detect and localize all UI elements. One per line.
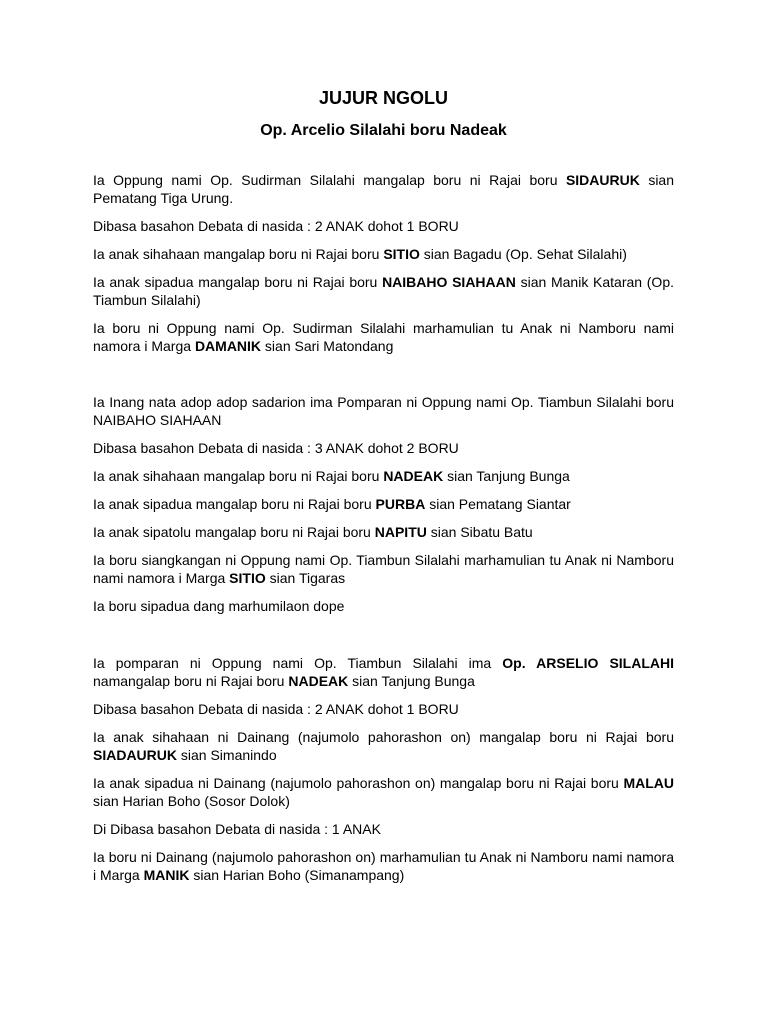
paragraph-text: namangalap boru ni Rajai boru (93, 673, 289, 689)
paragraph (93, 319, 674, 355)
paragraph-text: Ia anak sihahaan mangalap boru ni Rajai boru (93, 246, 384, 262)
paragraph (93, 551, 674, 587)
paragraph-text: Ia anak sipadua ni Dainang (najumolo pahorashon on) mangalap boru ni Rajai boru (93, 775, 624, 791)
paragraph (93, 597, 674, 615)
paragraph-text: Ia boru ni Dainang (najumolo pahorashon on) marhamulian tu Anak ni Namboru nami namora i Marga (93, 849, 674, 883)
section-op-arselio (93, 654, 674, 884)
paragraph-text: Ia boru sipadua dang marhumilaon dope (93, 598, 345, 614)
paragraph (93, 273, 674, 309)
paragraph-text: Dibasa basahon Debata di nasida : 2 ANAK dohot 1 BORU (93, 218, 459, 234)
bold-name-text: NAIBAHO SIAHAAN (382, 274, 516, 290)
paragraph (93, 848, 674, 884)
paragraph-text: Ia boru siangkangan ni Oppung nami Op. Tiambun Silalahi marhamulian tu Anak ni Namboru nami namora i Marga (93, 552, 674, 586)
paragraph (93, 245, 674, 263)
paragraph-text: sian Harian Boho (Simanampang) (189, 867, 405, 883)
section-oppung-tiambun (93, 393, 674, 615)
paragraph-text: sian Sibatu Batu (426, 524, 533, 540)
bold-name-text: DAMANIK (194, 338, 262, 354)
bold-name-text: NADEAK (288, 673, 349, 689)
bold-name-text: PURBA (375, 496, 426, 512)
bold-name-text: NAPITU (374, 524, 427, 540)
paragraph-text: sian Harian Boho (Sosor Dolok) (93, 793, 290, 809)
paragraph-text: Ia pomparan ni Oppung nami Op. Tiambun Silalahi ima (93, 655, 503, 671)
paragraph-text: Ia boru ni Oppung nami Op. Sudirman Silalahi marhamulian tu Anak ni Namboru nami namora i Marga (93, 320, 674, 354)
paragraph (93, 171, 674, 207)
paragraph-text: sian Tanjung Bunga (348, 673, 475, 689)
paragraph-text: Ia anak sipadua mangalap boru ni Rajai boru (93, 496, 376, 512)
paragraph (93, 728, 674, 764)
bold-name-text: SITIO (229, 570, 266, 586)
section-oppung-sudirman (93, 171, 674, 355)
paragraph-text: Ia anak sihahaan ni Dainang (najumolo pahorashon on) mangalap boru ni Rajai boru (93, 729, 674, 745)
paragraph-text: Di Dibasa basahon Debata di nasida : 1 ANAK (93, 821, 381, 837)
paragraph-text: Dibasa basahon Debata di nasida : 3 ANAK dohot 2 BORU (93, 440, 459, 456)
document-subtitle: Op. Arcelio Silalahi boru Nadeak (260, 122, 507, 139)
paragraph (93, 495, 674, 513)
paragraph-text: sian Tigaras (265, 570, 346, 586)
paragraph (93, 217, 674, 235)
paragraph (93, 820, 674, 838)
paragraph-text: Ia anak sihahaan mangalap boru ni Rajai boru (93, 468, 384, 484)
bold-name-text: SIADAURUK (93, 747, 177, 763)
paragraph-text: Ia Oppung nami Op. Sudirman Silalahi mangalap boru ni Rajai boru (93, 172, 566, 188)
paragraph-text: sian Sari Matondang (261, 338, 394, 354)
paragraph (93, 523, 674, 541)
bold-name-text: MANIK (143, 867, 190, 883)
paragraph-text: Ia anak sipadua mangalap boru ni Rajai boru (93, 274, 383, 290)
paragraph (93, 439, 674, 457)
paragraph (93, 774, 674, 810)
paragraph (93, 393, 674, 429)
bold-name-text: NADEAK (383, 468, 444, 484)
bold-name-text: MALAU (623, 775, 674, 791)
paragraph-text: sian Bagadu (Op. Sehat Silalahi) (419, 246, 627, 262)
paragraph-text: sian Simanindo (177, 747, 277, 763)
paragraph-text: sian Manik Kataran (Op. Tiambun Silalahi) (93, 274, 675, 308)
paragraph (93, 700, 674, 718)
paragraph (93, 467, 674, 485)
bold-name-text: SIDAURUK (565, 172, 640, 188)
paragraph-text: sian Pematang Siantar (425, 496, 571, 512)
document-title: JUJUR NGOLU (318, 88, 448, 108)
paragraph-text: Ia Inang nata adop adop sadarion ima Pomparan ni Oppung nami Op. Tiambun Silalahi boru NAIBAHO SIAHAAN (93, 394, 674, 428)
bold-name-text: Op. ARSELIO SILALAHI (502, 655, 674, 671)
paragraph-text: Dibasa basahon Debata di nasida : 2 ANAK dohot 1 BORU (93, 701, 459, 717)
paragraph-text: Ia anak sipatolu mangalap boru ni Rajai boru (93, 524, 375, 540)
bold-name-text: SITIO (383, 246, 420, 262)
paragraph-text: sian Tanjung Bunga (443, 468, 570, 484)
paragraph (93, 654, 674, 690)
paragraph-text: sian Pematang Tiga Urung. (93, 172, 674, 206)
